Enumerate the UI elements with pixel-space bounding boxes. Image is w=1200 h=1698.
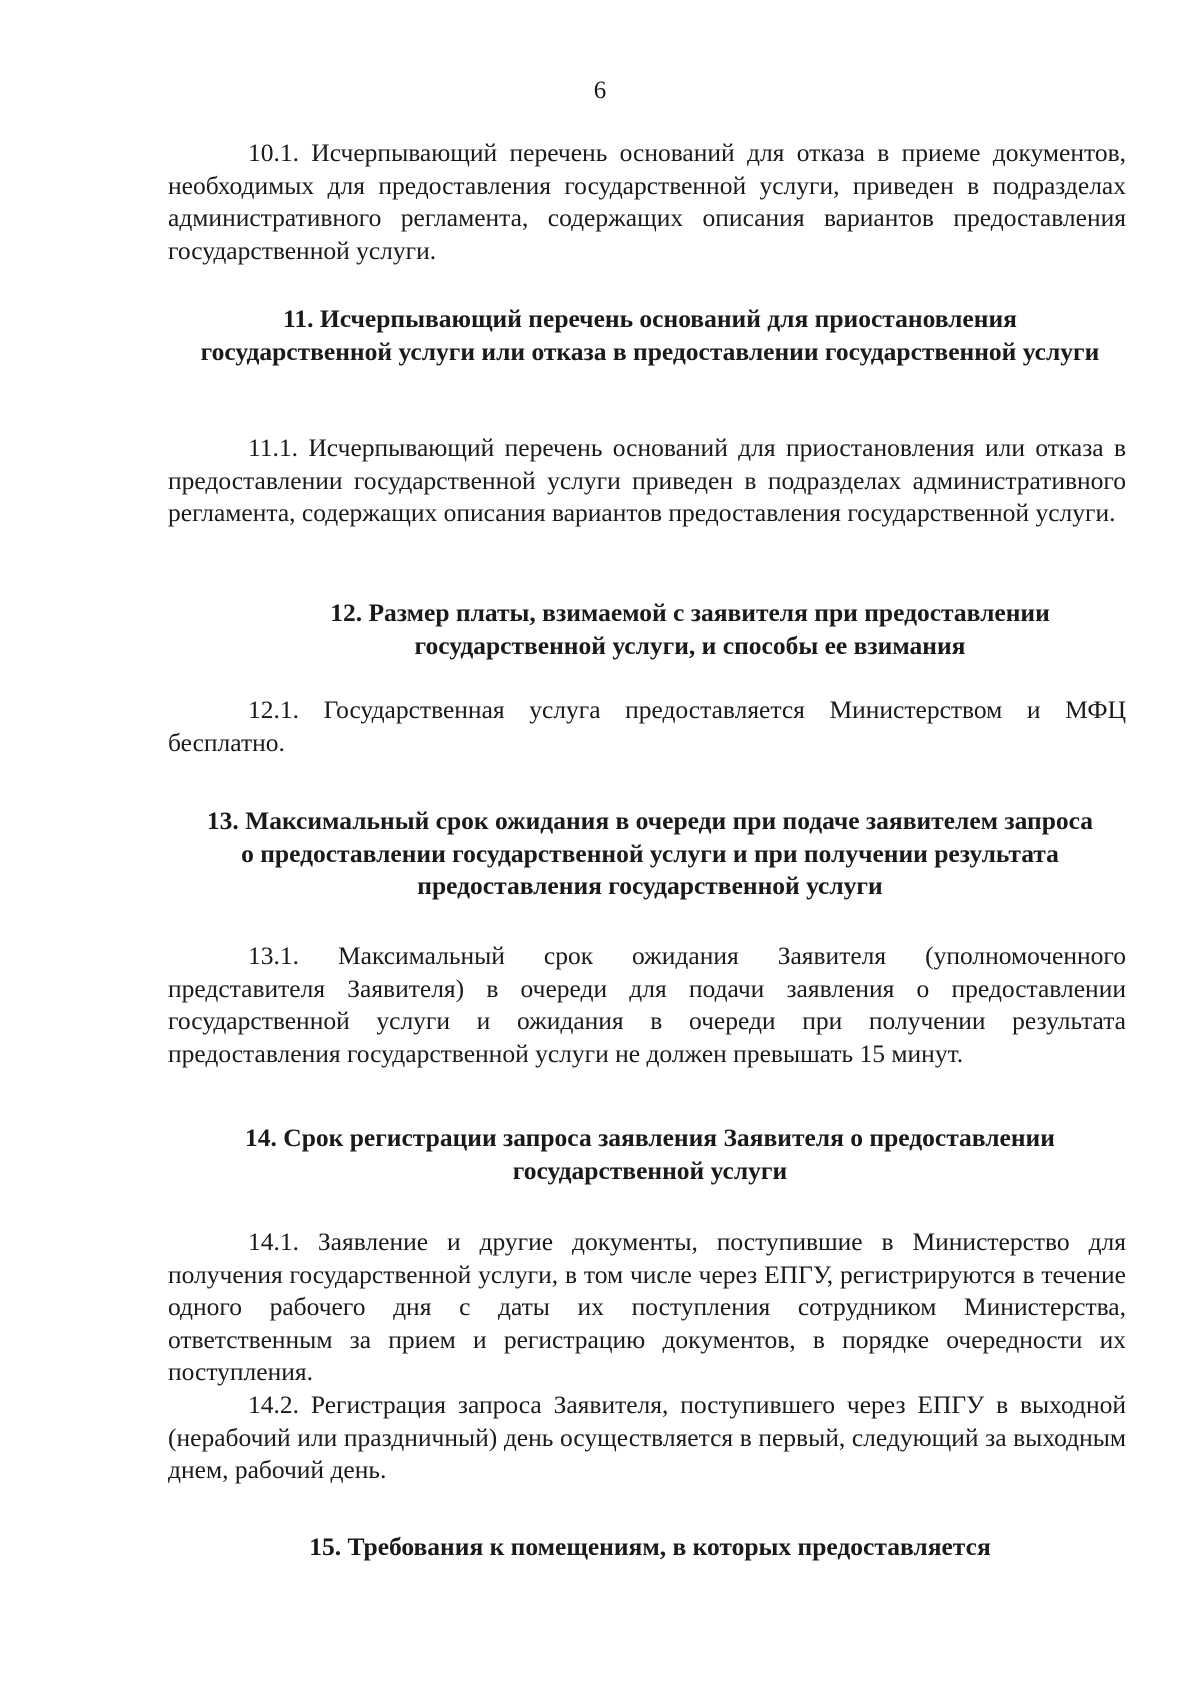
paragraph-11-1: 11.1. Исчерпывающий перечень оснований для приостановления или отказа в предоставлении государственной услуги приведен в подразделах административного регламента, содержащих описания вариантов предоставления государственной услуги. — [168, 433, 1126, 527]
heading-section-13: 13. Максимальный срок ожидания в очереди при подаче заявителем запроса о предоставлении государственной услуги и при получении результата предоставления государственной услуги — [206, 806, 1094, 900]
heading-section-14: 14. Срок регистрации запроса заявления Заявителя о предоставлении государственной услуги — [245, 1123, 1055, 1185]
heading-section-15: 15. Требования к помещениям, в которых предоставляется — [309, 1532, 991, 1561]
heading-section-12: 12. Размер платы, взимаемой с заявителя при предоставлении государственной услуги, и способы ее взимания — [330, 598, 1050, 660]
paragraph-14-2: 14.2. Регистрация запроса Заявителя, поступившего через ЕПГУ в выходной (нерабочий или праздничный) день осуществляется в первый, следующий за выходным днем, рабочий день. — [168, 1390, 1126, 1484]
paragraph-13-1: 13.1. Максимальный срок ожидания Заявителя (уполномоченного представителя Заявителя) в очереди для подачи заявления о предоставлении государственной услуги и ожидания в очереди при получении результата предоставления государственной услуги не должен превышать 15 минут. — [168, 941, 1126, 1068]
paragraph-10-1: 10.1. Исчерпывающий перечень оснований для отказа в приеме документов, необходимых для предоставления государственной услуги, приведен в подразделах административного регламента, содержащих описания вариантов предоставления государственной услуги. — [168, 138, 1126, 265]
heading-section-11: 11. Исчерпывающий перечень оснований для приостановления государственной услуги или отказа в предоставлении государственной услуги — [200, 304, 1100, 366]
paragraph-14-1: 14.1. Заявление и другие документы, поступившие в Министерство для получения государственной услуги, в том числе через ЕПГУ, регистрируются в течение одного рабочего дня с даты их поступления сотрудником Министерства, ответственным за прием и регистрацию документов, в порядке очередности их поступления. — [168, 1227, 1126, 1386]
page-number: 6 — [593, 77, 607, 104]
paragraph-12-1: 12.1. Государственная услуга предоставляется Министерством и МФЦ бесплатно. — [168, 695, 1126, 757]
